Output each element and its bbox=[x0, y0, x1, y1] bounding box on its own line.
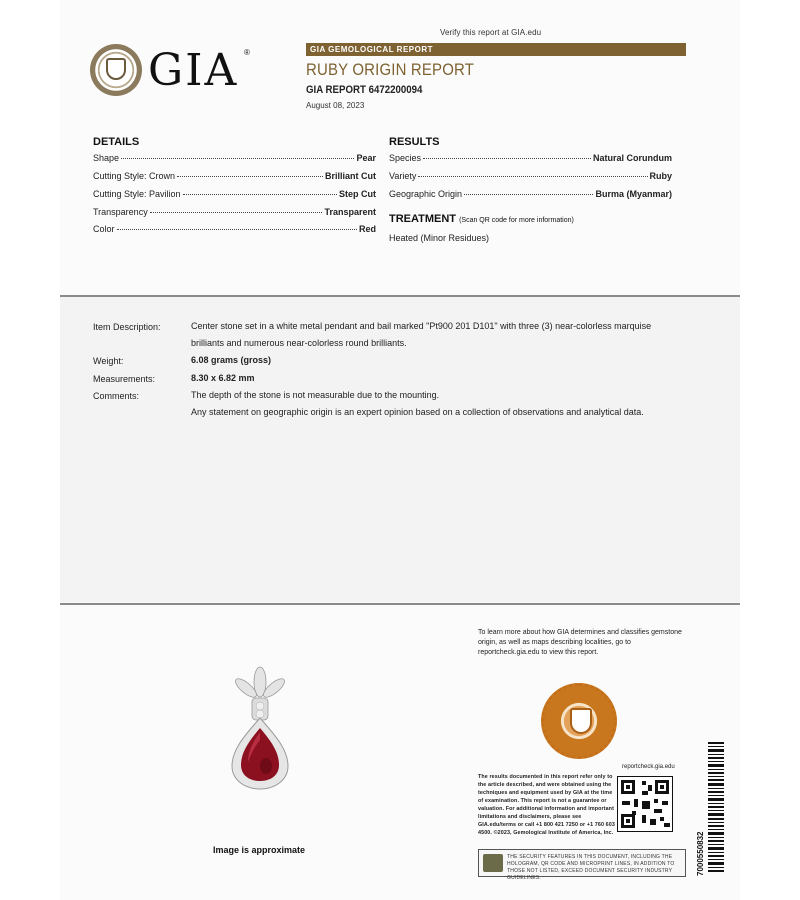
treatment-note: (Scan QR code for more information) bbox=[459, 217, 574, 224]
qr-code-icon[interactable] bbox=[617, 776, 673, 832]
result-row-species: Species Natural Corundum bbox=[389, 153, 672, 163]
report-type-bar: GIA GEMOLOGICAL REPORT bbox=[306, 43, 686, 56]
weight-value: 6.08 grams (gross) bbox=[191, 355, 272, 365]
gia-logo bbox=[90, 44, 260, 100]
barcode-number: 7000550832 bbox=[696, 831, 705, 876]
comment-origin: Any statement on geographic origin is an expert opinion based on a collection of observations and analytical data. bbox=[191, 407, 644, 417]
gia-hologram-seal-icon bbox=[541, 683, 617, 759]
detail-row-shape: Shape Pear bbox=[93, 153, 376, 163]
lock-icon bbox=[483, 854, 503, 872]
details-heading: DETAILS bbox=[93, 136, 140, 148]
learn-more-text: To learn more about how GIA determines and classifies gemstone origin, as well as maps describing localities, go to reportcheck.gia.edu to view this report. bbox=[478, 629, 682, 656]
gia-wordmark: GIA bbox=[148, 45, 239, 96]
result-row-variety: Variety Ruby bbox=[389, 171, 672, 181]
item-description-value: Center stone set in a white metal pendant and bail marked "Pt900 201 D101" with three (3) near-colorless marquise brilliants and numerous near-colorless round brilliants. bbox=[191, 321, 652, 348]
registered-mark: ® bbox=[244, 48, 250, 57]
weight-label: Weight: bbox=[93, 356, 124, 366]
image-caption: Image is approximate bbox=[213, 845, 306, 855]
reportcheck-link[interactable]: reportcheck.gia.edu bbox=[622, 764, 675, 770]
result-row-origin: Geographic Origin Burma (Myanmar) bbox=[389, 189, 672, 199]
comment-depth: The depth of the stone is not measurable due to the mounting. bbox=[191, 390, 440, 400]
measurements-value: 8.30 x 6.82 mm bbox=[191, 373, 255, 383]
detail-row-pavilion: Cutting Style: Pavilion Step Cut bbox=[93, 189, 376, 199]
pendant-image bbox=[218, 662, 302, 792]
fold-line-bottom bbox=[60, 603, 740, 605]
gia-seal-icon bbox=[90, 44, 142, 96]
treatment-value: Heated (Minor Residues) bbox=[389, 233, 490, 243]
report-title: RUBY ORIGIN REPORT bbox=[306, 60, 475, 79]
item-description-label: Item Description: bbox=[93, 322, 161, 332]
comments-label: Comments: bbox=[93, 391, 140, 401]
results-heading: RESULTS bbox=[389, 136, 440, 148]
fold-line-top bbox=[60, 295, 740, 297]
treatment-heading: TREATMENT (Scan QR code for more information) bbox=[389, 213, 574, 225]
barcode-icon bbox=[708, 742, 724, 872]
detail-row-transparency: Transparency Transparent bbox=[93, 207, 376, 217]
verify-link[interactable]: Verify this report at GIA.edu bbox=[440, 28, 542, 37]
detail-row-crown: Cutting Style: Crown Brilliant Cut bbox=[93, 171, 376, 181]
security-notice: THE SECURITY FEATURES IN THIS DOCUMENT, INCLUDING THE HOLOGRAM, QR CODE AND MICROPRINT LINES, IN ADDITION TO THOSE NOT LISTED, EXCEED DOCUMENT SECURITY INDUSTRY GUIDELINES. bbox=[478, 849, 686, 877]
detail-row-color: Color Red bbox=[93, 224, 376, 234]
measurements-label: Measurements: bbox=[93, 374, 156, 384]
legal-disclaimer: The results documented in this report refer only to the article described, and were obtained using the techniques and equipment used by GIA at the time of examination. This report is not a guarantee or valuation. For additional information and important limitations and disclaimers, please see GIA.edu/terms or call +1 800 421 7250 or +1 760 603 4500. ©2023, Gemological Institute of America, Inc. bbox=[478, 774, 615, 836]
report-date: August 08, 2023 bbox=[306, 101, 365, 110]
report-number: GIA REPORT 6472200094 bbox=[306, 84, 423, 96]
